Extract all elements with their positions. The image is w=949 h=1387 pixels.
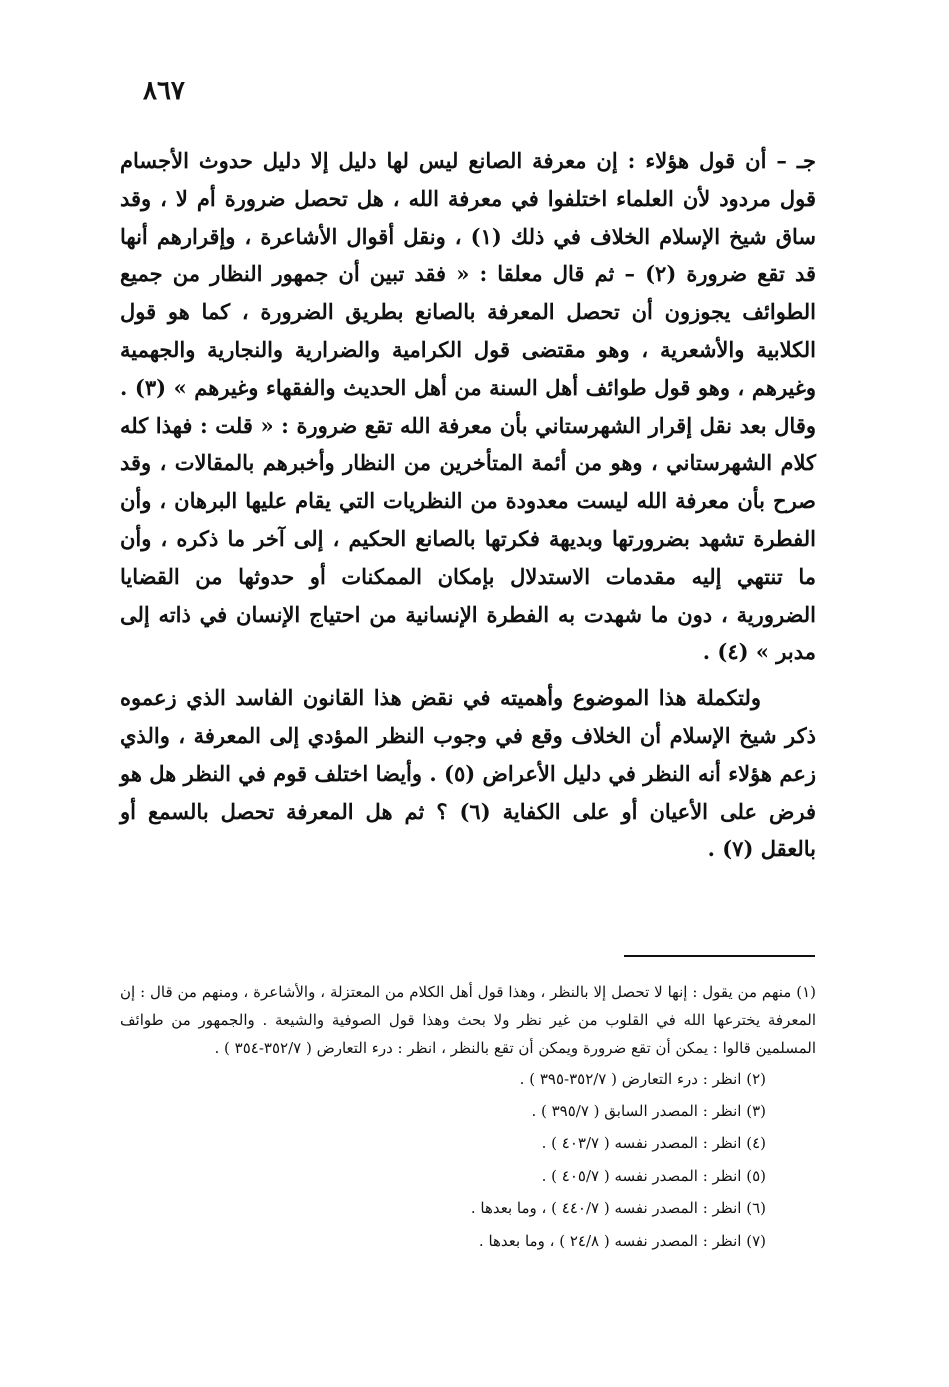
footnote-7: (٧) انظر : المصدر نفسه ( ٢٤/٨ ) ، وما بعدها .	[478, 1231, 766, 1250]
footnote-6: (٦) انظر : المصدر نفسه ( ٤٤٠/٧ ) ، وما بعدها .	[470, 1199, 766, 1218]
footnotes	[120, 978, 816, 1257]
footnote-divider	[624, 955, 815, 957]
paragraph-2: ولتكملة هذا الموضوع وأهميته في نقض هذا القانون الفاسد الذي زعموه ذكر شيخ الإسلام أن الخلاف وقع في وجوب النظر المؤدي إلى المعرفة ، والذي زعم هؤلاء أنه النظر في دليل الأعراض (٥) . وأيضا اختلف قوم في النظر هل هو فرض على الأعيان أو على الكفاية (٦) ؟ ثم هل المعرفة تحصل بالسمع أو بالعقل (٧) .	[120, 685, 816, 862]
paragraph-1: جـ – أن قول هؤلاء : إن معرفة الصانع ليس لها دليل إلا دليل حدوث الأجسام قول مردود لأن العلماء اختلفوا في معرفة الله ، هل تحصل ضرورة أم لا ، وقد ساق شيخ الإسلام الخلاف في ذلك (١) ، ونقل أقوال الأشاعرة ، وإقرارهم أنها قد تقع ضرورة (٢) – ثم قال معلقا : « فقد تبين أن جمهور النظار من جميع الطوائف يجوزون أن تحصل المعرفة بالصانع بطريق الضرورة ، كما هو قول الكلابية والأشعرية ، وهو مقتضى قول الكرامية والضرارية والنجارية والجهمية وغيرهم ، وهو قول طوائف أهل السنة من أهل الحديث والفقهاء وغيرهم » (٣) . وقال بعد نقل إقرار الشهرستاني بأن معرفة الله تقع ضرورة : « قلت : فهذا كله كلام الشهرستاني ، وهو من أئمة المتأخرين من النظار وأخبرهم بالمقالات ، وقد صرح بأن معرفة الله ليست معدودة من النظريات التي يقام عليها البرهان ، وأن الفطرة تشهد بضرورتها وبديهة فكرتها بالصانع الحكيم ، إلى آخر ما ذكره ، وأن ما تنتهي إليه مقدمات الاستدلال بإمكان الممكنات أو حدوثها من القضايا الضرورية ، دون ما شهدت به الفطرة الإنسانية من احتياج الإنسان في ذاته إلى مدبر » (٤) .	[120, 148, 816, 665]
page-number: ٨٦٧	[143, 76, 185, 106]
footnote-3: (٣) انظر : المصدر السابق ( ٣٩٥/٧ ) .	[531, 1102, 766, 1121]
footnote-5: (٥) انظر : المصدر نفسه ( ٤٠٥/٧ ) .	[541, 1166, 766, 1185]
footnote-2: (٢) انظر : درء التعارض ( ٣٥٢/٧-٣٩٥ ) .	[519, 1069, 766, 1088]
footnote-4: (٤) انظر : المصدر نفسه ( ٤٠٣/٧ ) .	[541, 1134, 766, 1153]
footnote-1: (١) منهم من يقول : إنها لا تحصل إلا بالنظر ، وهذا قول أهل الكلام من المعتزلة ، والأشاعرة ، ومنهم من قال : إن المعرفة يخترعها الله في القلوب من غير نظر ولا بحث وهذا قول الصوفية والشيعة . والجمهور من طوائف المسلمين قالوا : يمكن أن تقع ضرورة ويمكن أن تقع بالنظر ، انظر : درء التعارض ( ٣٥٢/٧-٣٥٤ ) .	[120, 983, 816, 1058]
footnote-list	[120, 1063, 816, 1257]
main-text	[120, 142, 816, 868]
